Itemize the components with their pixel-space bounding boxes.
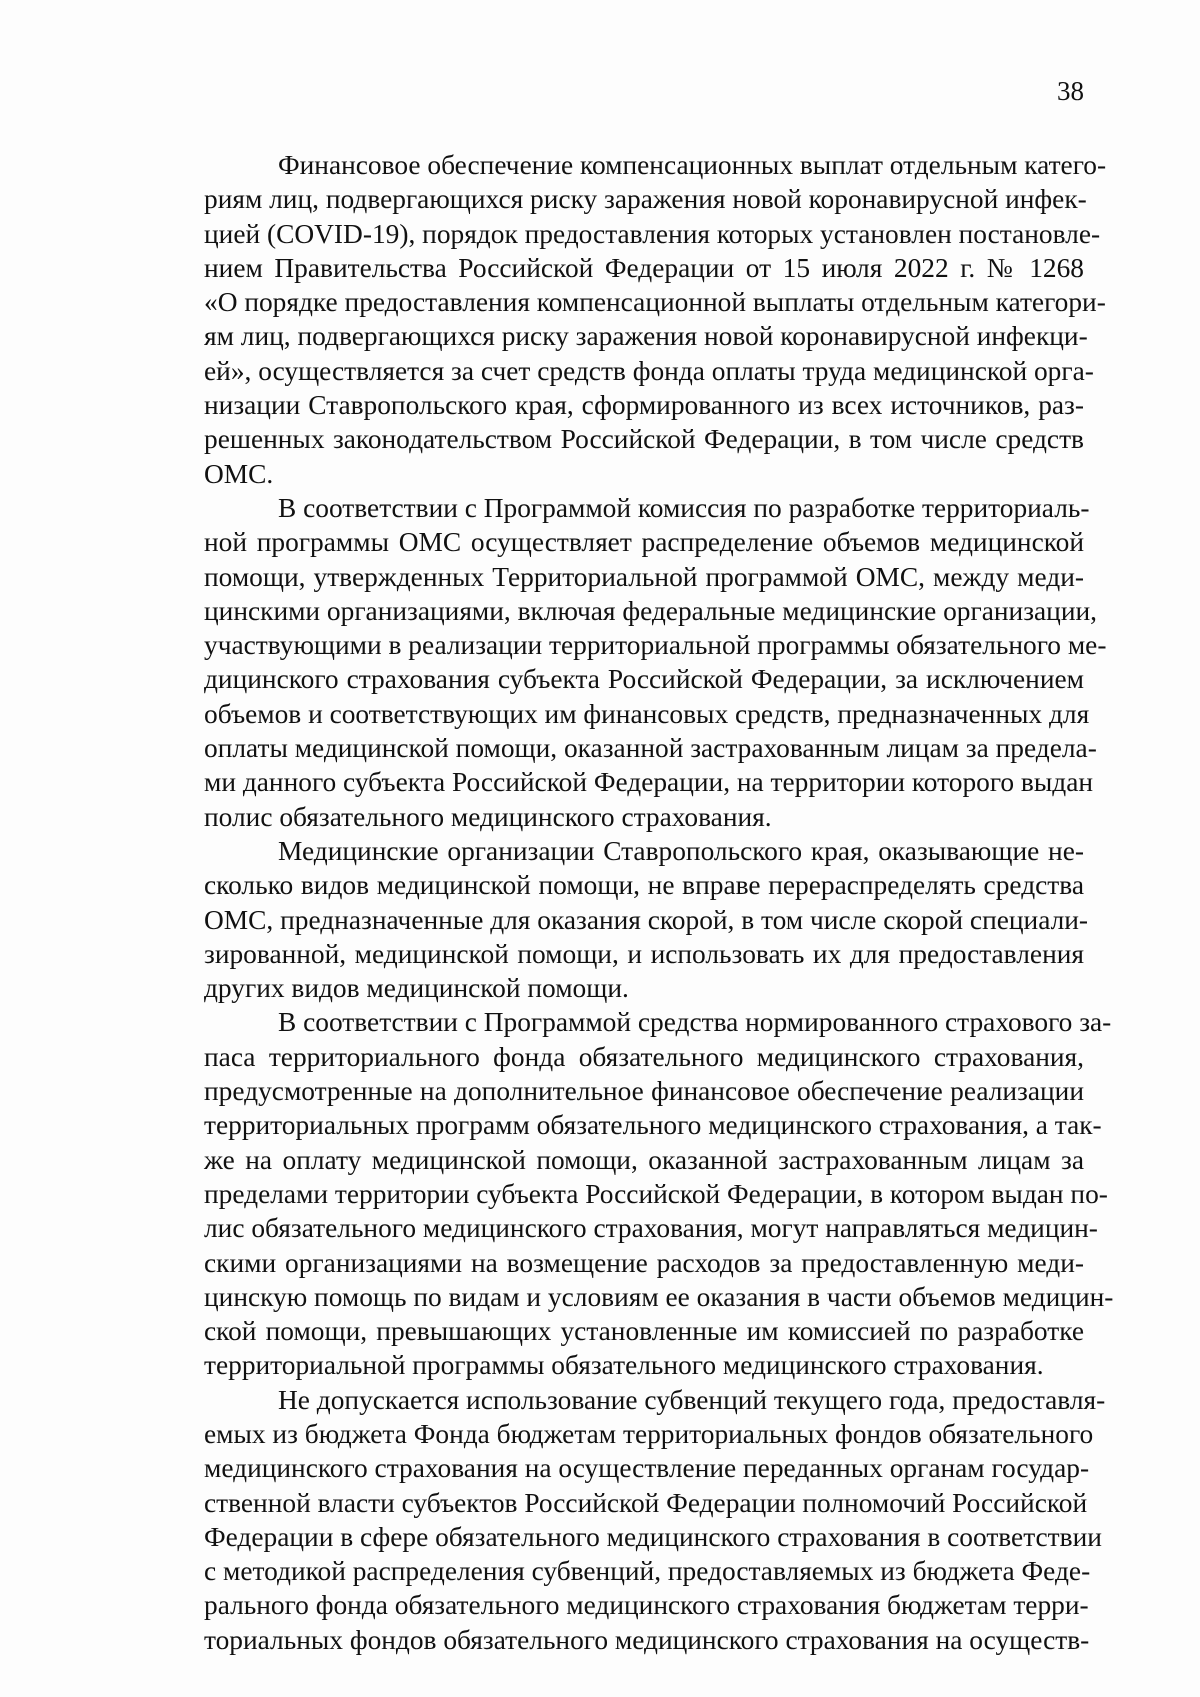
paragraph-3 [204, 834, 1089, 1005]
text-line: «О порядке предоставления компенсационной выплаты отдельным категори- [204, 287, 1106, 318]
body-text [204, 148, 1114, 1657]
text-line: ной программы ОМС осуществляет распределение объемов медицинской [204, 527, 1084, 558]
paragraph-4 [204, 1005, 1114, 1382]
text-line: ОМС, предназначенные для оказания скорой, в том числе скорой специали- [204, 904, 1089, 935]
text-line: рального фонда обязательного медицинского страхования бюджетам терри- [204, 1590, 1089, 1621]
text-line: с методикой распределения субвенций, предоставляемых из бюджета Феде- [204, 1556, 1091, 1587]
text-line: сколько видов медицинской помощи, не вправе перераспределять средства [204, 870, 1084, 901]
text-line: медицинского страхования на осуществление переданных органам государ- [204, 1453, 1090, 1484]
text-line: Медицинские организации Ставропольского края, оказывающие не- [278, 835, 1084, 866]
text-line: ской помощи, превышающих установленные им комиссией по разработке [204, 1316, 1084, 1347]
text-line: других видов медицинской помощи. [204, 973, 629, 1004]
text-line: же на оплату медицинской помощи, оказанной застрахованным лицам за [204, 1144, 1084, 1175]
text-line: емых из бюджета Фонда бюджетам территориальных фондов обязательного [204, 1418, 1094, 1449]
text-line: зированной, медицинской помощи, и использовать их для предоставления [204, 938, 1084, 969]
text-line: ственной власти субъектов Российской Федерации полномочий Российской [204, 1487, 1088, 1518]
text-line: Не допускается использование субвенций текущего года, предоставля- [278, 1384, 1106, 1415]
text-line: цинскими организациями, включая федеральные медицинские организации, [204, 595, 1098, 626]
text-line: ми данного субъекта Российской Федерации, на территории которого выдан [204, 767, 1094, 798]
text-line: цией (COVID-19), порядок предоставления которых установлен постановле- [204, 218, 1101, 249]
text-line: объемов и соответствующих им финансовых средств, предназначенных для [204, 698, 1090, 729]
text-line: помощи, утвержденных Территориальной программой ОМС, между меди- [204, 561, 1084, 592]
text-line: паса территориального фонда обязательного медицинского страхования, [204, 1041, 1084, 1072]
text-line: территориальной программы обязательного медицинского страхования. [204, 1350, 1044, 1381]
text-line: цинскую помощь по видам и условиям ее оказания в части объемов медицин- [204, 1281, 1114, 1312]
paragraph-2 [204, 491, 1107, 834]
text-line: решенных законодательством Российской Федерации, в том числе средств [204, 424, 1084, 455]
text-line: ОМС. [204, 458, 274, 489]
paragraph-5 [204, 1383, 1106, 1657]
text-line: предусмотренные на дополнительное финансовое обеспечение реализации [204, 1076, 1084, 1107]
text-line: риям лиц, подвергающихся риску заражения новой коронавирусной инфек- [204, 184, 1087, 215]
text-line: пределами территории субъекта Российской Федерации, в котором выдан по- [204, 1178, 1108, 1209]
text-line: территориальных программ обязательного медицинского страхования, а так- [204, 1110, 1102, 1141]
paragraph-1 [204, 148, 1107, 491]
text-line: оплаты медицинской помощи, оказанной застрахованным лицам за предела- [204, 733, 1097, 764]
text-line: лис обязательного медицинского страхования, могут направляться медицин- [204, 1213, 1098, 1244]
text-line: нием Правительства Российской Федерации от 15 июля 2022 г. № 1268 [204, 252, 1084, 283]
text-line: полис обязательного медицинского страхования. [204, 801, 772, 832]
text-line: ям лиц, подвергающихся риску заражения новой коронавирусной инфекци- [204, 321, 1088, 352]
text-line: участвующими в реализации территориальной программы обязательного ме- [204, 630, 1107, 661]
text-line: ей», осуществляется за счет средств фонда оплаты труда медицинской орга- [204, 355, 1094, 386]
text-line: В соответствии с Программой комиссия по разработке территориаль- [278, 492, 1090, 523]
text-line: низации Ставропольского края, сформированного из всех источников, раз- [204, 390, 1084, 421]
text-line: ториальных фондов обязательного медицинского страхования на осуществ- [204, 1624, 1090, 1655]
page-number: 38 [1057, 76, 1084, 106]
text-line: дицинского страхования субъекта Российской Федерации, за исключением [204, 664, 1084, 695]
text-line: Федерации в сфере обязательного медицинского страхования в соответствии [204, 1521, 1102, 1552]
text-line: Финансовое обеспечение компенсационных выплат отдельным катего- [278, 150, 1107, 180]
text-line: В соответствии с Программой средства нормированного страхового за- [278, 1007, 1112, 1038]
text-line: скими организациями на возмещение расходов за предоставленную меди- [204, 1247, 1084, 1278]
